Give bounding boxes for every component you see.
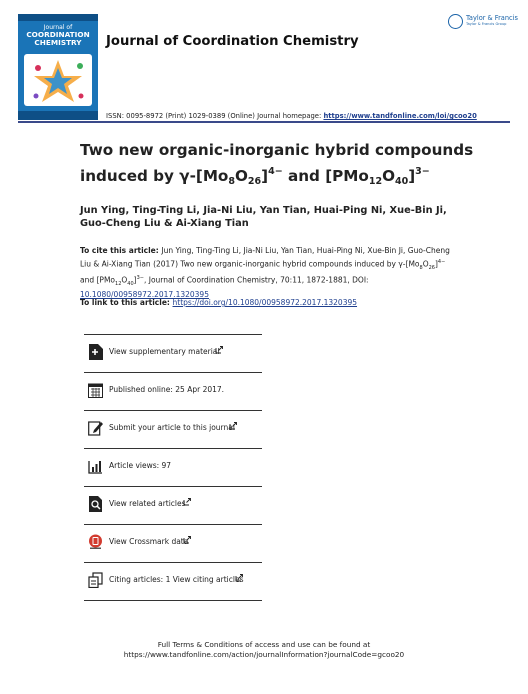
journal-name[interactable]: Journal of Coordination Chemistry <box>106 34 359 49</box>
article-doi-url[interactable]: https://doi.org/10.1080/00958972.2017.1320395 <box>172 298 358 307</box>
external-link-icon <box>235 574 243 582</box>
action-article-views <box>84 448 262 486</box>
author-list: Jun Ying, Ting-Ting Li, Jia-Ni Liu, Yan Tian, Huai-Ping Ni, Xue-Bin Ji, Guo-Cheng Liu & Ai-Xiang Tian <box>80 205 447 230</box>
action-label: Article views: 97 <box>109 461 172 470</box>
calendar-icon <box>88 382 103 398</box>
cover-artwork <box>24 54 92 106</box>
cover-title-main2: CHEMISTRY <box>34 38 82 47</box>
action-related-articles[interactable] <box>84 486 262 524</box>
terms-footer <box>0 640 528 660</box>
cover-top-strip <box>18 14 98 21</box>
publisher-logo-icon <box>448 14 463 29</box>
journal-cover-image[interactable] <box>18 14 98 120</box>
action-label: View supplementary material <box>109 347 220 356</box>
cover-title-main: COORDINATION <box>26 30 90 39</box>
action-crossmark[interactable] <box>84 524 262 562</box>
issn-text: ISSN: 0095-8972 (Print) 1029-0389 (Online) Journal homepage: <box>106 112 324 120</box>
action-citing-articles[interactable] <box>84 562 262 601</box>
external-link-icon <box>215 346 223 354</box>
taylor-francis-logo[interactable] <box>448 14 518 32</box>
citation-block: To cite this article: Jun Ying, Ting-Ting Li, Jia-Ni Liu, Yan Tian, Huai-Ping Ni, Xue-Bin Ji, Guo-Cheng Liu & Ai-Xiang Tian (2017) Two new organic-inorganic hybrid compounds induced by $\gamma-[Mo_8O_{26}]^{4-}$ and $[PMo_{12}O_{40}]^{3-}$, Journal of Coordination Chemistry, 70:11, 1872-1881, DOI: 10.1080/00958972.2017.1320395 <box>80 246 450 299</box>
action-label: View Crossmark data <box>109 537 189 546</box>
action-label: Published online: 25 Apr 2017. <box>109 385 225 394</box>
issn-line <box>106 112 477 120</box>
footer-line-1: Full Terms & Conditions of access and use can be found at <box>157 640 371 649</box>
external-link-icon <box>183 536 191 544</box>
bar-chart-icon <box>88 458 103 474</box>
publisher-logo-line2: Taylor & Francis Group <box>466 22 507 26</box>
cover-title <box>18 24 98 47</box>
crossmark-icon <box>88 534 103 550</box>
article-title <box>80 140 500 192</box>
citing-documents-icon <box>88 572 103 588</box>
article-link-line <box>80 298 357 307</box>
action-label: Citing articles: 1 View citing articles <box>109 575 244 584</box>
article-actions-list <box>84 334 262 601</box>
title-line-1: Two new organic-inorganic hybrid compounds <box>80 141 474 159</box>
external-link-icon <box>183 498 191 506</box>
action-label: View related articles <box>109 499 186 508</box>
external-link-icon <box>229 422 237 430</box>
cover-footer-strip <box>18 111 98 120</box>
cover-molecule-graphic <box>24 54 92 106</box>
plus-document-icon <box>88 344 103 360</box>
publisher-logo-line1: Taylor & Francis <box>466 14 518 22</box>
citation-label: To cite this article: <box>80 246 162 255</box>
action-published-online <box>84 372 262 410</box>
action-submit-article[interactable] <box>84 410 262 448</box>
journal-homepage-link[interactable]: https://www.tandfonline.com/loi/gcoo20 <box>323 112 477 120</box>
edit-pencil-icon <box>88 420 103 436</box>
action-supplementary-material[interactable] <box>84 334 262 372</box>
footer-terms-link[interactable]: https://www.tandfonline.com/action/journalInformation?journalCode=gcoo20 <box>123 650 405 659</box>
citation-doi-link[interactable]: 10.1080/00958972.2017.1320395 <box>80 289 209 299</box>
header-divider <box>18 121 510 123</box>
cover-title-top: Journal of <box>43 24 73 31</box>
link-label: To link to this article: <box>80 298 173 307</box>
action-label: Submit your article to this journal <box>109 423 235 432</box>
magnifier-document-icon <box>88 496 103 512</box>
title-line-2: induced by $\gamma-[Mo_8O_{26}]^{4-}$ and $[PMo_{12}O_{40}]^{3-}$ <box>80 166 430 187</box>
